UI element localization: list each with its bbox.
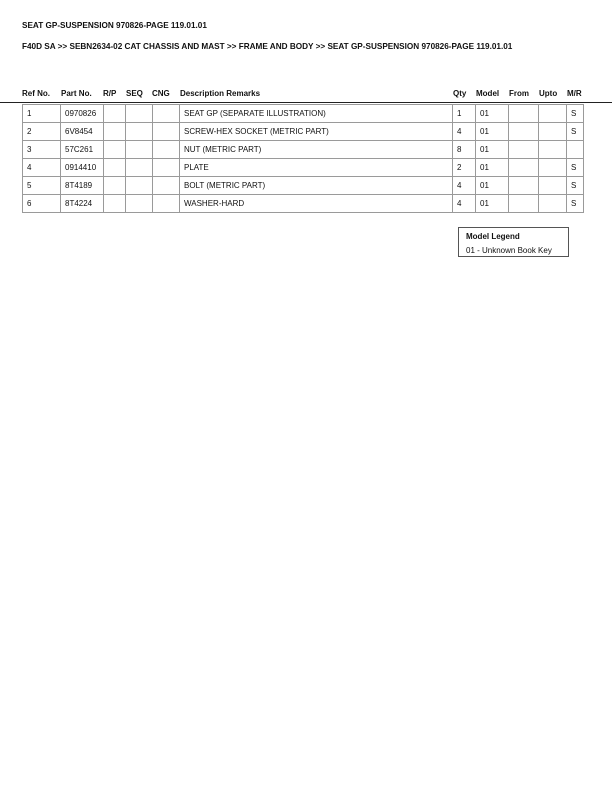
cell-cng — [153, 105, 180, 123]
cell-cng — [153, 159, 180, 177]
cell-cng — [153, 177, 180, 195]
cell-model: 01 — [476, 195, 509, 213]
cell-qty: 4 — [453, 123, 476, 141]
breadcrumb: F40D SA >> SEBN2634-02 CAT CHASSIS AND MAST >> FRAME AND BODY >> SEAT GP-SUSPENSION 970826-PAGE 119.01.01 — [22, 42, 513, 51]
cell-desc: SCREW-HEX SOCKET (METRIC PART) — [180, 123, 453, 141]
header-divider — [0, 102, 612, 103]
cell-model: 01 — [476, 105, 509, 123]
cell-ref: 3 — [23, 141, 61, 159]
cell-from — [509, 159, 539, 177]
cell-rp — [104, 105, 126, 123]
table-row — [23, 105, 584, 123]
header-rp: R/P — [103, 89, 117, 98]
cell-upto — [539, 141, 567, 159]
cell-upto — [539, 105, 567, 123]
cell-upto — [539, 123, 567, 141]
cell-qty: 8 — [453, 141, 476, 159]
header-model: Model — [476, 89, 500, 98]
cell-ref: 6 — [23, 195, 61, 213]
legend-title: Model Legend — [466, 232, 520, 241]
cell-qty: 2 — [453, 159, 476, 177]
cell-qty: 1 — [453, 105, 476, 123]
cell-from — [509, 195, 539, 213]
cell-seq — [126, 195, 153, 213]
cell-rp — [104, 141, 126, 159]
cell-mr: S — [567, 123, 584, 141]
cell-rp — [104, 177, 126, 195]
table-header — [0, 89, 612, 101]
cell-from — [509, 105, 539, 123]
cell-part: 8T4189 — [61, 177, 104, 195]
cell-rp — [104, 195, 126, 213]
parts-table — [22, 104, 584, 213]
table-row — [23, 195, 584, 213]
header-seq: SEQ — [126, 89, 143, 98]
cell-cng — [153, 141, 180, 159]
cell-upto — [539, 177, 567, 195]
cell-desc: WASHER-HARD — [180, 195, 453, 213]
cell-part: 57C261 — [61, 141, 104, 159]
table-row — [23, 177, 584, 195]
table-row — [23, 159, 584, 177]
cell-model: 01 — [476, 159, 509, 177]
cell-seq — [126, 177, 153, 195]
model-legend — [458, 227, 569, 257]
cell-ref: 4 — [23, 159, 61, 177]
header-part-no: Part No. — [61, 89, 92, 98]
cell-model: 01 — [476, 123, 509, 141]
cell-mr: S — [567, 195, 584, 213]
cell-model: 01 — [476, 177, 509, 195]
cell-qty: 4 — [453, 177, 476, 195]
page-title: SEAT GP-SUSPENSION 970826-PAGE 119.01.01 — [22, 21, 207, 30]
header-mr: M/R — [567, 89, 582, 98]
cell-rp — [104, 123, 126, 141]
cell-desc: PLATE — [180, 159, 453, 177]
cell-part: 0914410 — [61, 159, 104, 177]
cell-cng — [153, 195, 180, 213]
cell-seq — [126, 159, 153, 177]
cell-ref: 2 — [23, 123, 61, 141]
cell-ref: 1 — [23, 105, 61, 123]
cell-from — [509, 123, 539, 141]
cell-mr — [567, 141, 584, 159]
table-row — [23, 141, 584, 159]
cell-upto — [539, 159, 567, 177]
cell-upto — [539, 195, 567, 213]
cell-from — [509, 141, 539, 159]
cell-rp — [104, 159, 126, 177]
cell-desc: BOLT (METRIC PART) — [180, 177, 453, 195]
cell-qty: 4 — [453, 195, 476, 213]
cell-seq — [126, 123, 153, 141]
cell-ref: 5 — [23, 177, 61, 195]
header-qty: Qty — [453, 89, 467, 98]
header-from: From — [509, 89, 529, 98]
table-row — [23, 123, 584, 141]
cell-cng — [153, 123, 180, 141]
cell-desc: NUT (METRIC PART) — [180, 141, 453, 159]
cell-model: 01 — [476, 141, 509, 159]
cell-part: 0970826 — [61, 105, 104, 123]
header-description: Description Remarks — [180, 89, 261, 98]
cell-seq — [126, 141, 153, 159]
cell-part: 8T4224 — [61, 195, 104, 213]
legend-entry: 01 - Unknown Book Key — [466, 246, 552, 255]
header-cng: CNG — [152, 89, 170, 98]
cell-part: 6V8454 — [61, 123, 104, 141]
header-upto: Upto — [539, 89, 558, 98]
header-ref-no: Ref No. — [22, 89, 50, 98]
cell-desc: SEAT GP (SEPARATE ILLUSTRATION) — [180, 105, 453, 123]
cell-mr: S — [567, 105, 584, 123]
cell-mr: S — [567, 177, 584, 195]
cell-from — [509, 177, 539, 195]
cell-mr: S — [567, 159, 584, 177]
cell-seq — [126, 105, 153, 123]
